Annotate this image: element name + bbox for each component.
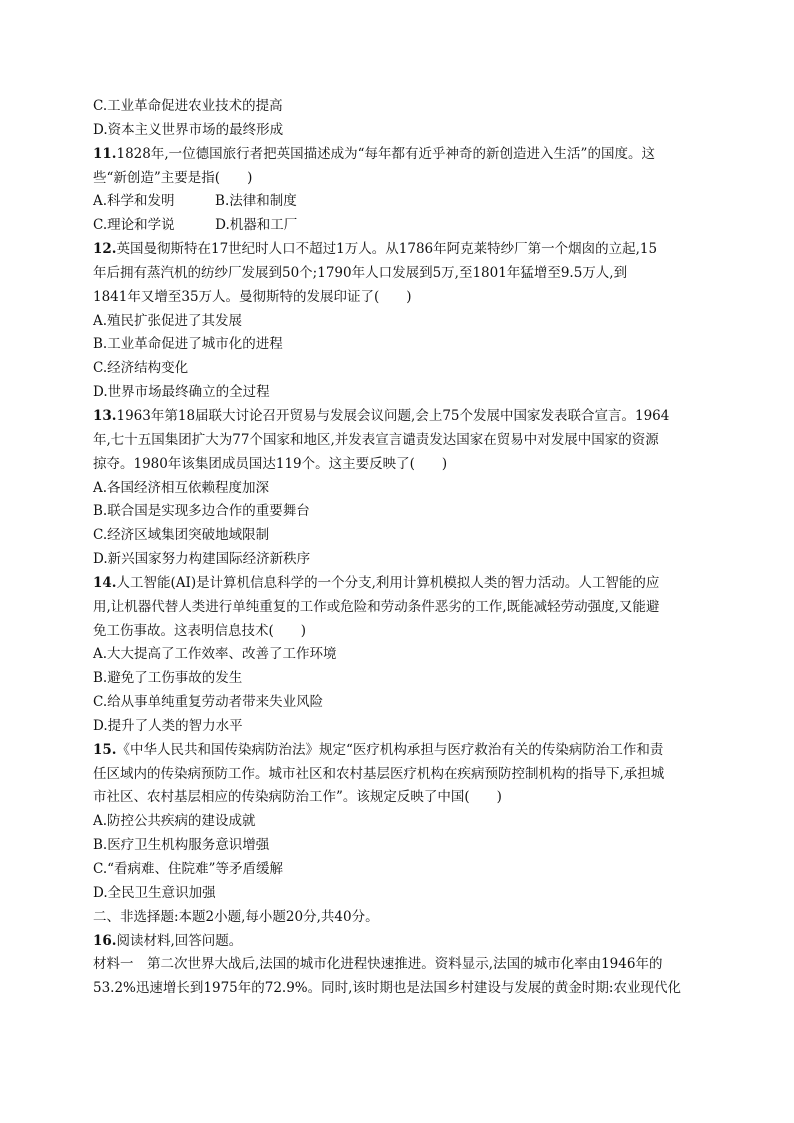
line-text: D.新兴国家努力构建国际经济新秩序 [93,551,311,568]
text-line [93,572,709,596]
line-text: D.世界市场最终确立的全过程 [93,384,270,401]
line-text: 53.2%迅速增长到1975年的72.9%。同时,该时期也是法国乡村建设与发展的黄金时期:农业现代化 [93,980,681,997]
text-line [93,810,709,834]
text-line [93,667,709,691]
text-line [93,548,709,572]
line-text: B.医疗卫生机构服务意识增强 [93,837,270,854]
line-text: 免工伤事故。这表明信息技术( ) [93,622,307,639]
text-line [93,691,709,715]
line-text: 阅读材料,回答问题。 [116,932,243,949]
line-text: 材料一 第二次世界大战后,法国的城市化进程快速推进。资料显示,法国的城市化率由1946年的 [93,956,663,973]
line-text: B.工业革命促进了城市化的进程 [93,336,283,353]
text-line [93,477,709,501]
text-line [93,381,709,405]
text-line [93,190,709,214]
line-text: 人工智能(AI)是计算机信息科学的一个分支,利用计算机模拟人类的智力活动。人工智能的应 [116,574,660,591]
line-text: D.全民卫生意识加强 [93,884,216,901]
line-text: A.科学和发明 B.法律和制度 [93,193,297,210]
line-text: B.联合国是实现多边合作的重要舞台 [93,503,310,520]
line-text: D.资本主义世界市场的最终形成 [93,121,284,138]
text-line [93,596,709,620]
text-line [93,286,709,310]
line-text: 1963年第18届联大讨论召开贸易与发展会议问题,会上75个发展中国家发表联合宣言。1964 [116,407,670,424]
text-line [93,262,709,286]
text-line [93,930,709,954]
line-text: 二、非选择题:本题2小题,每小题20分,共40分。 [93,908,379,925]
line-text: C.给从事单纯重复劳动者带来失业风险 [93,694,324,711]
question-number: 14. [93,574,117,591]
line-text: 英国曼彻斯特在17世纪时人口不超过1万人。从1786年阿克莱特纱厂第一个烟囱的立起,15 [116,241,658,258]
text-line [93,357,709,381]
line-text: 年后拥有蒸汽机的纺纱厂发展到50个;1790年人口发展到5万,至1801年猛增至9.5万人,到 [93,264,628,281]
text-line [93,214,709,238]
line-text: A.防控公共疾病的建设成就 [93,813,256,830]
text-line [93,620,709,644]
line-text: C.理论和学说 D.机器和工厂 [93,217,298,234]
text-line [93,715,709,739]
text-line [93,882,709,906]
line-text: 1841年又增至35万人。曼彻斯特的发展印证了( ) [93,288,412,305]
line-text: 些“新创造”主要是指( ) [93,169,253,186]
text-line [93,977,709,1001]
line-text: 《中华人民共和国传染病防治法》规定“医疗机构承担与医疗救治有关的传染病防治工作和责 [116,741,664,758]
text-line [93,95,709,119]
text-line [93,906,709,930]
question-number: 16. [93,932,117,949]
text-line [93,500,709,524]
text-line [93,739,709,763]
question-number: 13. [93,407,117,424]
line-text: C.“看病难、住院难”等矛盾缓解 [93,861,283,877]
text-line [93,167,709,191]
text-line [93,643,709,667]
question-number: 11. [93,145,117,162]
text-line [93,786,709,810]
text-line [93,143,709,167]
line-text: C.经济区域集团突破地域限制 [93,527,270,544]
text-line [93,405,709,429]
text-line [93,834,709,858]
text-line [93,119,709,143]
text-line [93,953,709,977]
text-line [93,858,709,882]
text-line [93,310,709,334]
line-text: 1828年,一位德国旅行者把英国描述成为“每年都有近乎神奇的新创造进入生活”的国度。这 [116,145,655,162]
document-page [93,95,709,1001]
line-text: 用,让机器代替人类进行单纯重复的工作或危险和劳动条件恶劣的工作,既能减轻劳动强度,又能避 [93,598,660,615]
line-text: D.提升了人类的智力水平 [93,717,243,734]
line-text: C.工业革命促进农业技术的提高 [93,98,283,114]
line-text: A.殖民扩张促进了其发展 [93,312,243,329]
text-line [93,763,709,787]
line-text: 年,七十五国集团扩大为77个国家和地区,并发表宣言谴责发达国家在贸易中对发展中国家的资源 [93,431,659,448]
line-text: 任区域内的传染病预防工作。城市社区和农村基层医疗机构在疾病预防控制机构的指导下,承担城 [93,765,665,782]
line-text: C.经济结构变化 [93,360,189,377]
question-number: 12. [93,241,117,258]
text-line [93,524,709,548]
line-text: A.各国经济相互依赖程度加深 [93,479,270,496]
question-number: 15. [93,741,117,758]
text-line [93,238,709,262]
text-line [93,333,709,357]
line-text: 市社区、农村基层相应的传染病防治工作”。该规定反映了中国( ) [93,789,502,806]
text-line [93,429,709,453]
line-text: A.大大提高了工作效率、改善了工作环境 [93,646,337,663]
line-text: B.避免了工伤事故的发生 [93,670,243,687]
line-text: 掠夺。1980年该集团成员国达119个。这主要反映了( ) [93,455,448,472]
text-line [93,453,709,477]
